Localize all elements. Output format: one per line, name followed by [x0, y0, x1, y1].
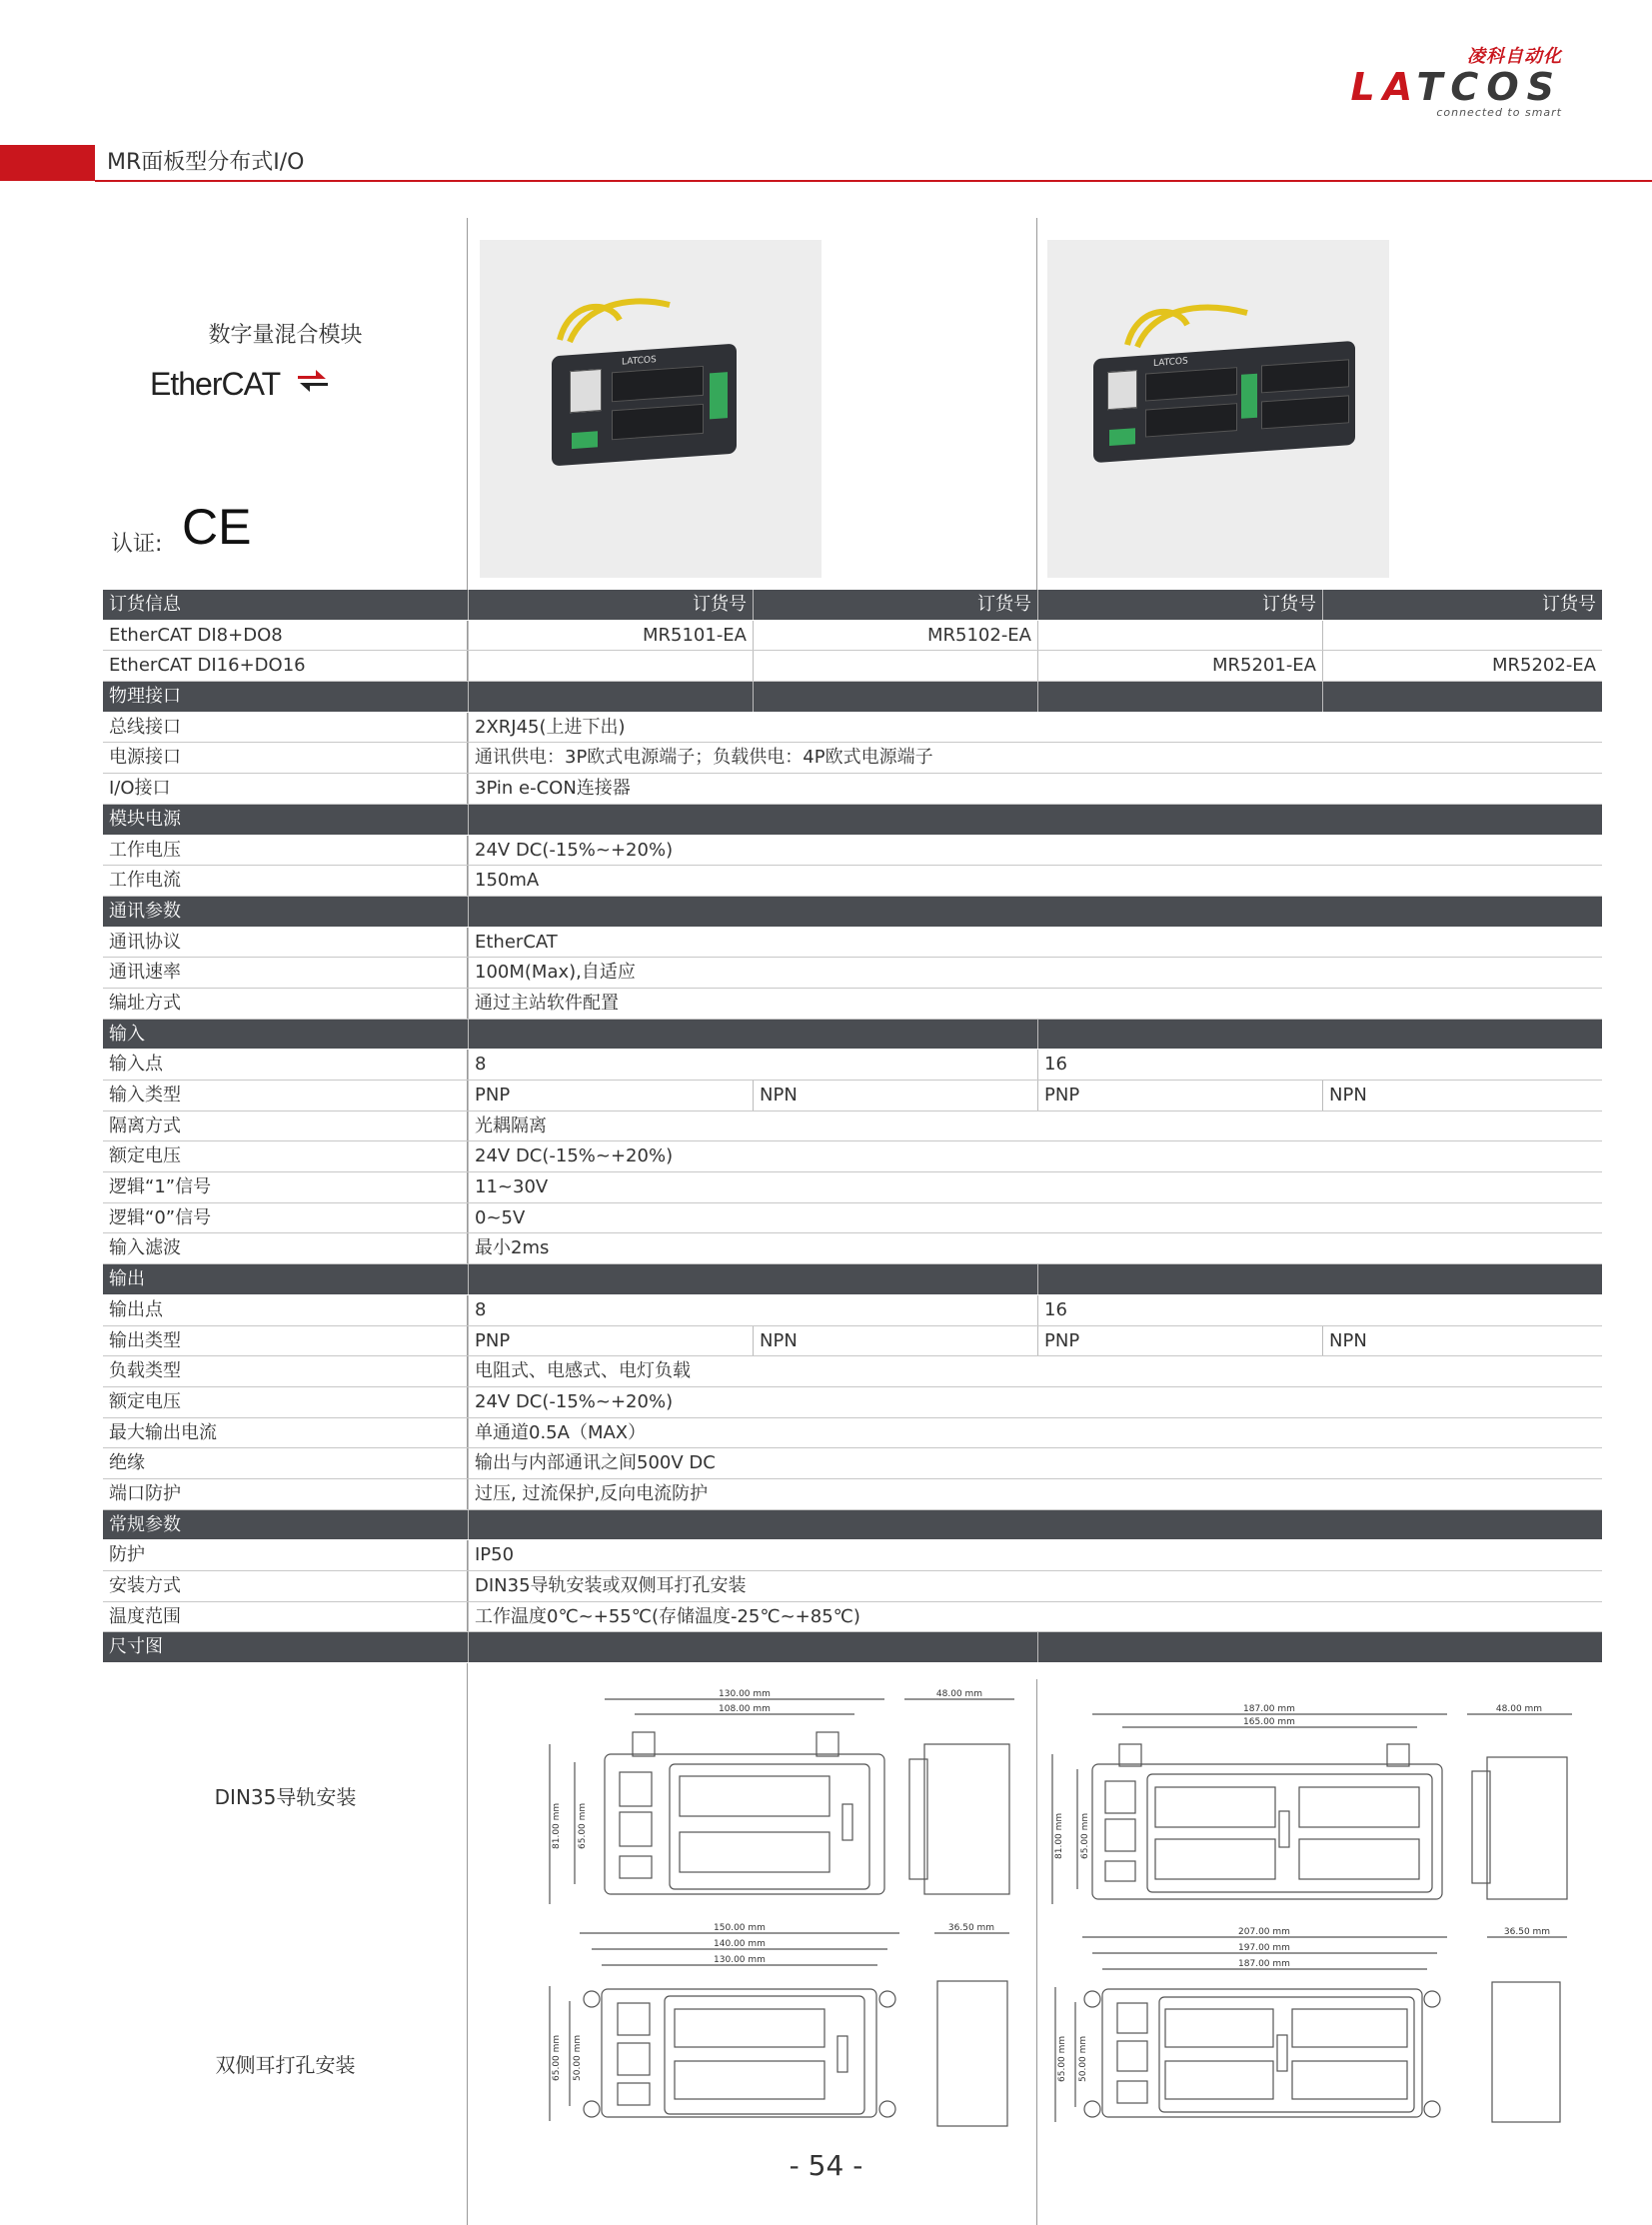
section-general: 常规参数: [103, 1510, 1602, 1541]
dimension-drawing-din-8ch: [545, 1684, 1024, 1914]
table-row: 输入点 8 16: [103, 1050, 1602, 1081]
dimension-drawing-ear-8ch: [540, 1921, 1024, 2141]
dim-width-outer: 150.00 mm: [714, 1923, 766, 1933]
column-separator-drawings: [1036, 1679, 1037, 2225]
section-input: 输入: [103, 1020, 1602, 1051]
dim-width-inner: 130.00 mm: [714, 1955, 766, 1965]
table-row: 电源接口 通讯供电：3P欧式电源端子；负载供电：4P欧式电源端子: [103, 743, 1602, 774]
table-row: 温度范围 工作温度0℃~+55℃(存储温度-25℃~+85℃): [103, 1602, 1602, 1633]
table-row: 输入滤波 最小2ms: [103, 1233, 1602, 1264]
latcos-logo: [1351, 42, 1562, 119]
table-row: 输出类型 PNP NPN PNP NPN: [103, 1326, 1602, 1357]
dim-width-outer: 207.00 mm: [1238, 1927, 1290, 1937]
header-rule: [95, 180, 1652, 182]
section-dims: 尺寸图: [103, 1632, 1602, 1663]
product-title: 数字量混合模块: [208, 323, 363, 348]
dim-height-outer: 81.00 mm: [1054, 1812, 1064, 1859]
table-row: 端口防护 过压, 过流保护,反向电流防护: [103, 1479, 1602, 1510]
cable-icon: [1117, 295, 1257, 355]
dim-depth: 48.00 mm: [935, 1689, 983, 1699]
section-ordering: 订货信息 订货号 订货号 订货号 订货号: [103, 590, 1602, 621]
section-module-power: 模块电源: [103, 805, 1602, 836]
ear-mount-label: 双侧耳打孔安装: [215, 2053, 356, 2077]
dim-height-inner: 50.00 mm: [1078, 2035, 1088, 2082]
dim-width-outer: 130.00 mm: [719, 1689, 771, 1699]
dim-width-inner: 108.00 mm: [719, 1704, 771, 1714]
table-row: 编址方式 通过主站软件配置: [103, 989, 1602, 1020]
table-row: 防护 IP50: [103, 1540, 1602, 1571]
table-row: EtherCAT DI16+DO16 MR5201-EA MR5202-EA: [103, 651, 1602, 682]
table-row: 额定电压 24V DC(-15%~+20%): [103, 1141, 1602, 1172]
logo-tagline: connected to smart: [1436, 106, 1562, 119]
logo-brand: LATCOS: [1350, 65, 1562, 109]
table-row: EtherCAT DI8+DO8 MR5101-EA MR5102-EA: [103, 621, 1602, 652]
table-row: 通讯速率 100M(Max),自适应: [103, 958, 1602, 989]
dim-height-outer: 65.00 mm: [1057, 2035, 1067, 2082]
table-row: 工作电压 24V DC(-15%~+20%): [103, 836, 1602, 867]
section-title: MR面板型分布式I/O: [107, 150, 305, 175]
dim-width-inner: 187.00 mm: [1238, 1959, 1290, 1969]
product-photo-1: LATCOS: [480, 240, 822, 578]
dim-height-inner: 50.00 mm: [573, 2034, 583, 2081]
dim-depth: 36.50 mm: [947, 1923, 995, 1933]
column-separator-photos: [1036, 218, 1037, 590]
dim-width-inner: 165.00 mm: [1243, 1717, 1295, 1727]
ce-mark-icon: CE: [182, 499, 252, 555]
dim-width-outer: 187.00 mm: [1243, 1704, 1295, 1714]
table-row: 额定电压 24V DC(-15%~+20%): [103, 1387, 1602, 1418]
page-number: - 54 -: [789, 2149, 863, 2182]
dim-height-outer: 65.00 mm: [552, 2034, 562, 2081]
table-row: 工作电流 150mA: [103, 866, 1602, 897]
table-row: 输入类型 PNP NPN PNP NPN: [103, 1081, 1602, 1112]
table-row: 通讯协议 EtherCAT: [103, 928, 1602, 959]
spec-table: [103, 590, 1602, 1663]
table-row: 负载类型 电阻式、电感式、电灯负载: [103, 1356, 1602, 1387]
table-row: 逻辑“1”信号 11~30V: [103, 1172, 1602, 1203]
section-comm: 通讯参数: [103, 897, 1602, 928]
section-color-bar: [0, 145, 95, 181]
table-row: 逻辑“0”信号 0~5V: [103, 1203, 1602, 1234]
dim-depth: 48.00 mm: [1495, 1704, 1543, 1714]
table-row: 隔离方式 光耦隔离: [103, 1112, 1602, 1142]
dim-width-mid: 140.00 mm: [714, 1939, 766, 1949]
ethercat-logo: EtherCAT: [150, 366, 330, 412]
product-photo-2: LATCOS: [1047, 240, 1389, 578]
table-row: 最大输出电流 单通道0.5A（MAX）: [103, 1418, 1602, 1449]
table-row: 输出点 8 16: [103, 1295, 1602, 1326]
dimension-drawing-ear-16ch: [1047, 1927, 1577, 2137]
logo-cn: 凌科自动化: [1467, 46, 1562, 67]
cable-icon: [550, 290, 680, 350]
ethercat-arrow-icon: [298, 366, 328, 396]
din-mount-label: DIN35导轨安装: [214, 1785, 357, 1809]
dim-height-inner: 65.00 mm: [1080, 1812, 1090, 1859]
dim-height-inner: 65.00 mm: [578, 1802, 588, 1849]
table-row: 安装方式 DIN35导轨安装或双侧耳打孔安装: [103, 1571, 1602, 1602]
dimension-drawing-din-16ch: [1047, 1699, 1577, 1919]
cert-label: 认证:: [111, 532, 163, 557]
table-row: I/O接口 3Pin e-CON连接器: [103, 774, 1602, 805]
section-physical: 物理接口: [103, 682, 1602, 713]
dim-depth: 36.50 mm: [1503, 1927, 1551, 1937]
section-output: 输出: [103, 1264, 1602, 1295]
dim-height-outer: 81.00 mm: [552, 1802, 562, 1849]
dim-width-mid: 197.00 mm: [1238, 1943, 1290, 1953]
table-row: 总线接口 2XRJ45(上进下出): [103, 713, 1602, 744]
table-row: 绝缘 输出与内部通讯之间500V DC: [103, 1448, 1602, 1479]
